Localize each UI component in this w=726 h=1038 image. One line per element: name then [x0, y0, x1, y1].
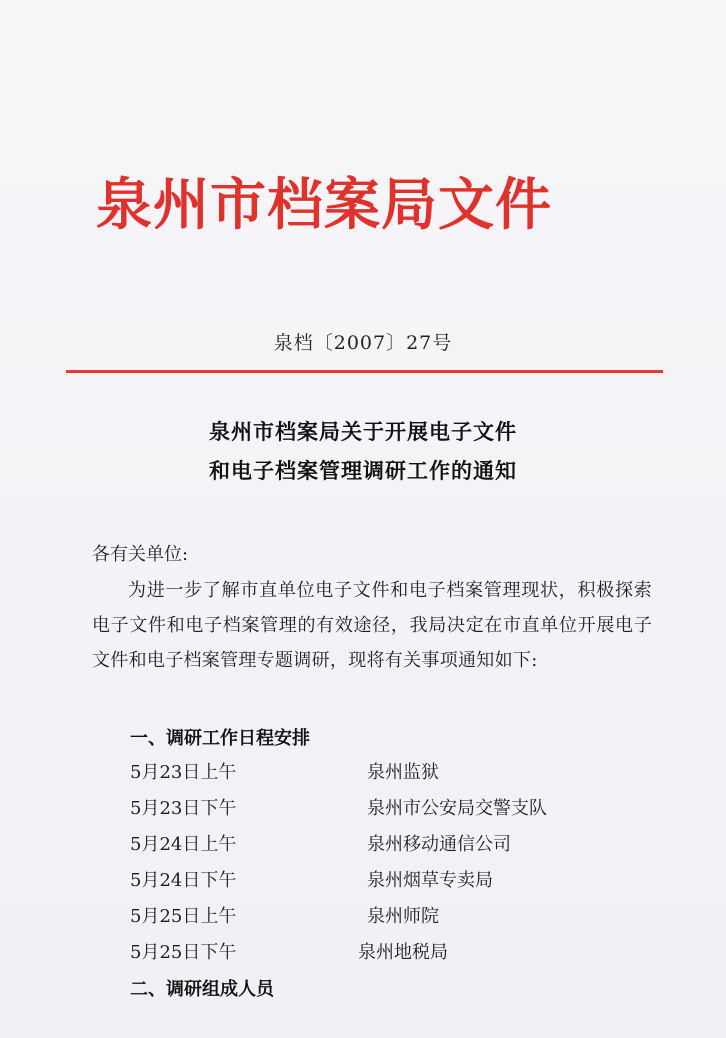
schedule-row — [130, 794, 630, 824]
schedule-row — [130, 830, 630, 860]
red-divider-line — [66, 370, 663, 373]
schedule-row — [130, 902, 630, 932]
schedule-time: 5月24日上午 — [130, 834, 237, 855]
schedule-location: 泉州师院 — [367, 906, 439, 927]
salutation: 各有关单位: — [92, 544, 189, 565]
notice-title-line-2: 和电子档案管理调研工作的通知 — [209, 459, 517, 483]
schedule-row — [130, 938, 630, 968]
schedule-time: 5月25日下午 — [130, 942, 237, 963]
schedule-time: 5月23日下午 — [130, 798, 237, 819]
schedule-row — [130, 866, 630, 896]
intro-paragraph: 为进一步了解市直单位电子文件和电子档案管理现状，积极探索电子文件和电子档案管理的有效途径，我局决定在市直单位开展电子文件和电子档案管理专题调研，现将有关事项通知如下: — [92, 580, 652, 671]
notice-title-line-1: 泉州市档案局关于开展电子文件 — [209, 420, 517, 444]
schedule-time: 5月23日上午 — [130, 762, 237, 783]
schedule-time: 5月25日上午 — [130, 906, 237, 927]
document-number: 泉档〔2007〕27号 — [273, 332, 453, 354]
section-heading-members: 二、调研组成人员 — [130, 979, 274, 1000]
document-header-title: 泉州市档案局文件 — [96, 173, 552, 238]
schedule-location: 泉州地税局 — [358, 942, 448, 963]
schedule-location: 泉州市公安局交警支队 — [367, 798, 547, 819]
schedule-row — [130, 758, 630, 788]
schedule-location: 泉州移动通信公司 — [367, 834, 511, 855]
schedule-location: 泉州烟草专卖局 — [367, 870, 493, 891]
schedule-location: 泉州监狱 — [367, 762, 439, 783]
schedule-time: 5月24日下午 — [130, 870, 237, 891]
section-heading-schedule: 一、调研工作日程安排 — [130, 728, 310, 749]
